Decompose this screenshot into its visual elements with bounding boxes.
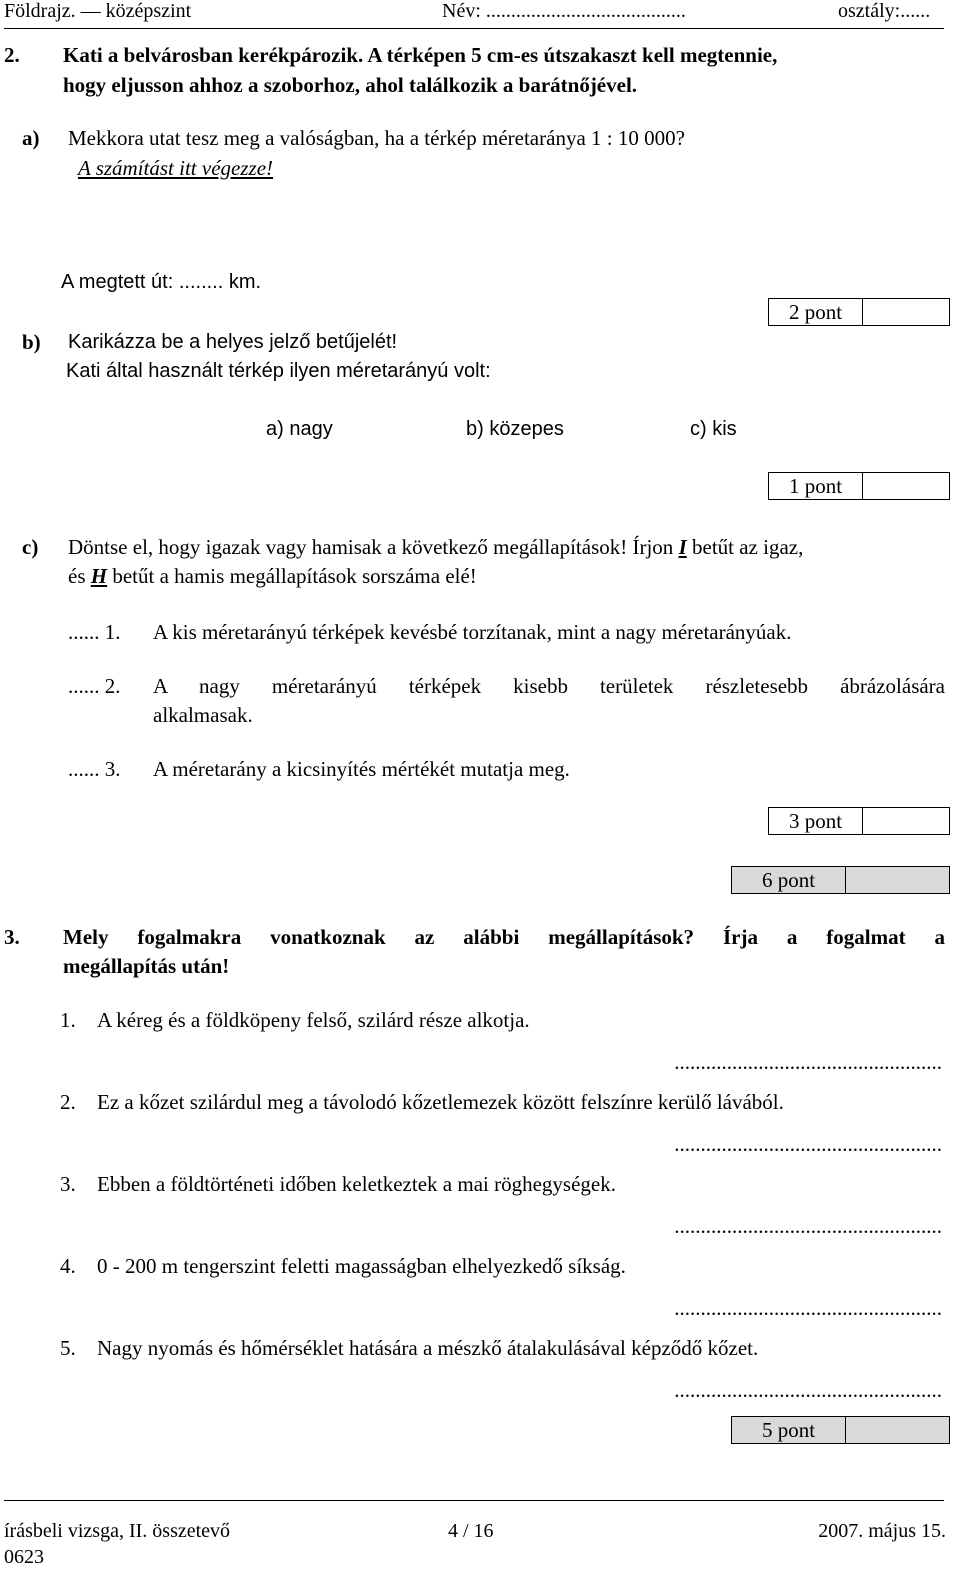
footer-code: 0623 [4,1546,44,1568]
q3-item-2-num: 2. [60,1090,76,1114]
q2b-score-box [768,472,950,500]
q2b-score-label: 1 pont [769,473,863,499]
footer-page-number: 4 / 16 [448,1520,494,1542]
q3-item-5-num: 5. [60,1336,76,1360]
q3-item-4-num: 4. [60,1254,76,1278]
q2-total-score-field[interactable] [846,867,949,893]
q2a-score-field[interactable] [863,299,949,325]
q2c-text-1a: Döntse el, hogy igazak vagy hamisak a következő megállapítások! Írjon [68,535,679,559]
q2a-label: a) [22,126,40,150]
q2a-instruction: A számítást itt végezze! [78,156,274,180]
q2c-item-1-num[interactable]: ...... 1. [68,620,121,644]
q3-score-label: 5 pont [732,1417,846,1443]
q2b-subtext: Kati által használt térkép ilyen méretarányú volt: [66,360,491,382]
footer-exam-name: írásbeli vizsga, II. összetevő [4,1520,231,1542]
q3-item-3-num: 3. [60,1172,76,1196]
footer-divider [4,1500,944,1501]
q2c-letter-I: I [678,535,687,559]
footer-date: 2007. május 15. [818,1520,946,1542]
q2c-item-2-num[interactable]: ...... 2. [68,674,121,698]
q2c-instruction-line2 [68,564,477,589]
q3-item-4-answer[interactable]: ................................................... [674,1296,942,1320]
q2-number: 2. [4,43,20,67]
q2c-item-2-text-cont: alkalmasak. [153,703,253,727]
q2c-instruction-line1 [68,535,803,560]
header-class-field: osztály:...... [838,0,931,22]
q2a-score-box [768,298,950,326]
header-subject: Földrajz. — középszint [4,0,192,22]
q2a-question: Mekkora utat tesz meg a valóságban, ha a térkép méretaránya 1 : 10 000? [68,126,685,150]
q2-title-line1: Kati a belvárosban kerékpározik. A térképen 5 cm-es útszakaszt kell megtennie, [63,43,778,67]
q2b-option-b[interactable]: b) közepes [466,418,564,440]
q3-title-line1: Mely fogalmakra vonatkoznak az alábbi megállapítások? Írja a fogalmat a [63,925,945,949]
q3-item-5-text: Nagy nyomás és hőmérséklet hatására a mészkő átalakulásával képződő kőzet. [97,1336,759,1360]
q3-item-1-answer[interactable]: ................................................... [674,1050,942,1074]
q2a-score-label: 2 pont [769,299,863,325]
q3-item-2-text: Ez a kőzet szilárdul meg a távolodó kőzetlemezek között felszínre kerülő lávából. [97,1090,784,1114]
q2-title-line2: hogy eljusson ahhoz a szoborhoz, ahol találkozik a barátnőjével. [63,73,638,97]
q3-score-field[interactable] [846,1417,949,1443]
q2c-letter-H: H [90,564,108,588]
q2a-answer-line: A megtett út: ........ km. [61,271,262,293]
q2b-score-field[interactable] [863,473,949,499]
q3-score-box [731,1416,950,1444]
q3-number: 3. [4,925,20,949]
q2b-question: Karikázza be a helyes jelző betűjelét! [68,331,398,353]
q3-item-2-answer[interactable]: ................................................... [674,1132,942,1156]
q3-item-4-text: 0 - 200 m tengerszint feletti magasságban elhelyezkedő síkság. [97,1254,626,1278]
q2c-score-field[interactable] [863,808,949,834]
q3-item-1-text: A kéreg és a földköpeny felső, szilárd része alkotja. [97,1008,530,1032]
q2c-item-2-text: A nagy méretarányú térképek kisebb területek részletesebb ábrázolására [153,674,945,698]
q2b-option-a[interactable]: a) nagy [266,418,333,440]
q2c-text-1b: betűt az igaz, [686,535,804,559]
header-divider [4,28,944,29]
q2c-text-2b: betűt a hamis megállapítások sorszáma elé! [107,564,477,588]
q2c-score-box [768,807,950,835]
q3-title-line2: megállapítás után! [63,954,230,978]
q3-item-3-answer[interactable]: ................................................... [674,1214,942,1238]
q2c-text-2a: és [68,564,91,588]
header-name-field: Név: ........................................ [442,0,686,22]
q3-item-5-answer[interactable]: ................................................... [674,1378,942,1402]
q2c-item-3-text: A méretarány a kicsinyítés mértékét mutatja meg. [153,757,570,781]
q3-item-1-num: 1. [60,1008,76,1032]
q3-item-3-text: Ebben a földtörténeti időben keletkeztek a mai röghegységek. [97,1172,616,1196]
q2b-label: b) [22,330,41,354]
q2-total-score-label: 6 pont [732,867,846,893]
q2c-item-3-num[interactable]: ...... 3. [68,757,121,781]
q2c-item-1-text: A kis méretarányú térképek kevésbé torzítanak, mint a nagy méretarányúak. [153,620,792,644]
q2c-score-label: 3 pont [769,808,863,834]
q2c-label: c) [22,535,39,559]
q2-total-score-box [731,866,950,894]
q2b-option-c[interactable]: c) kis [690,418,737,440]
